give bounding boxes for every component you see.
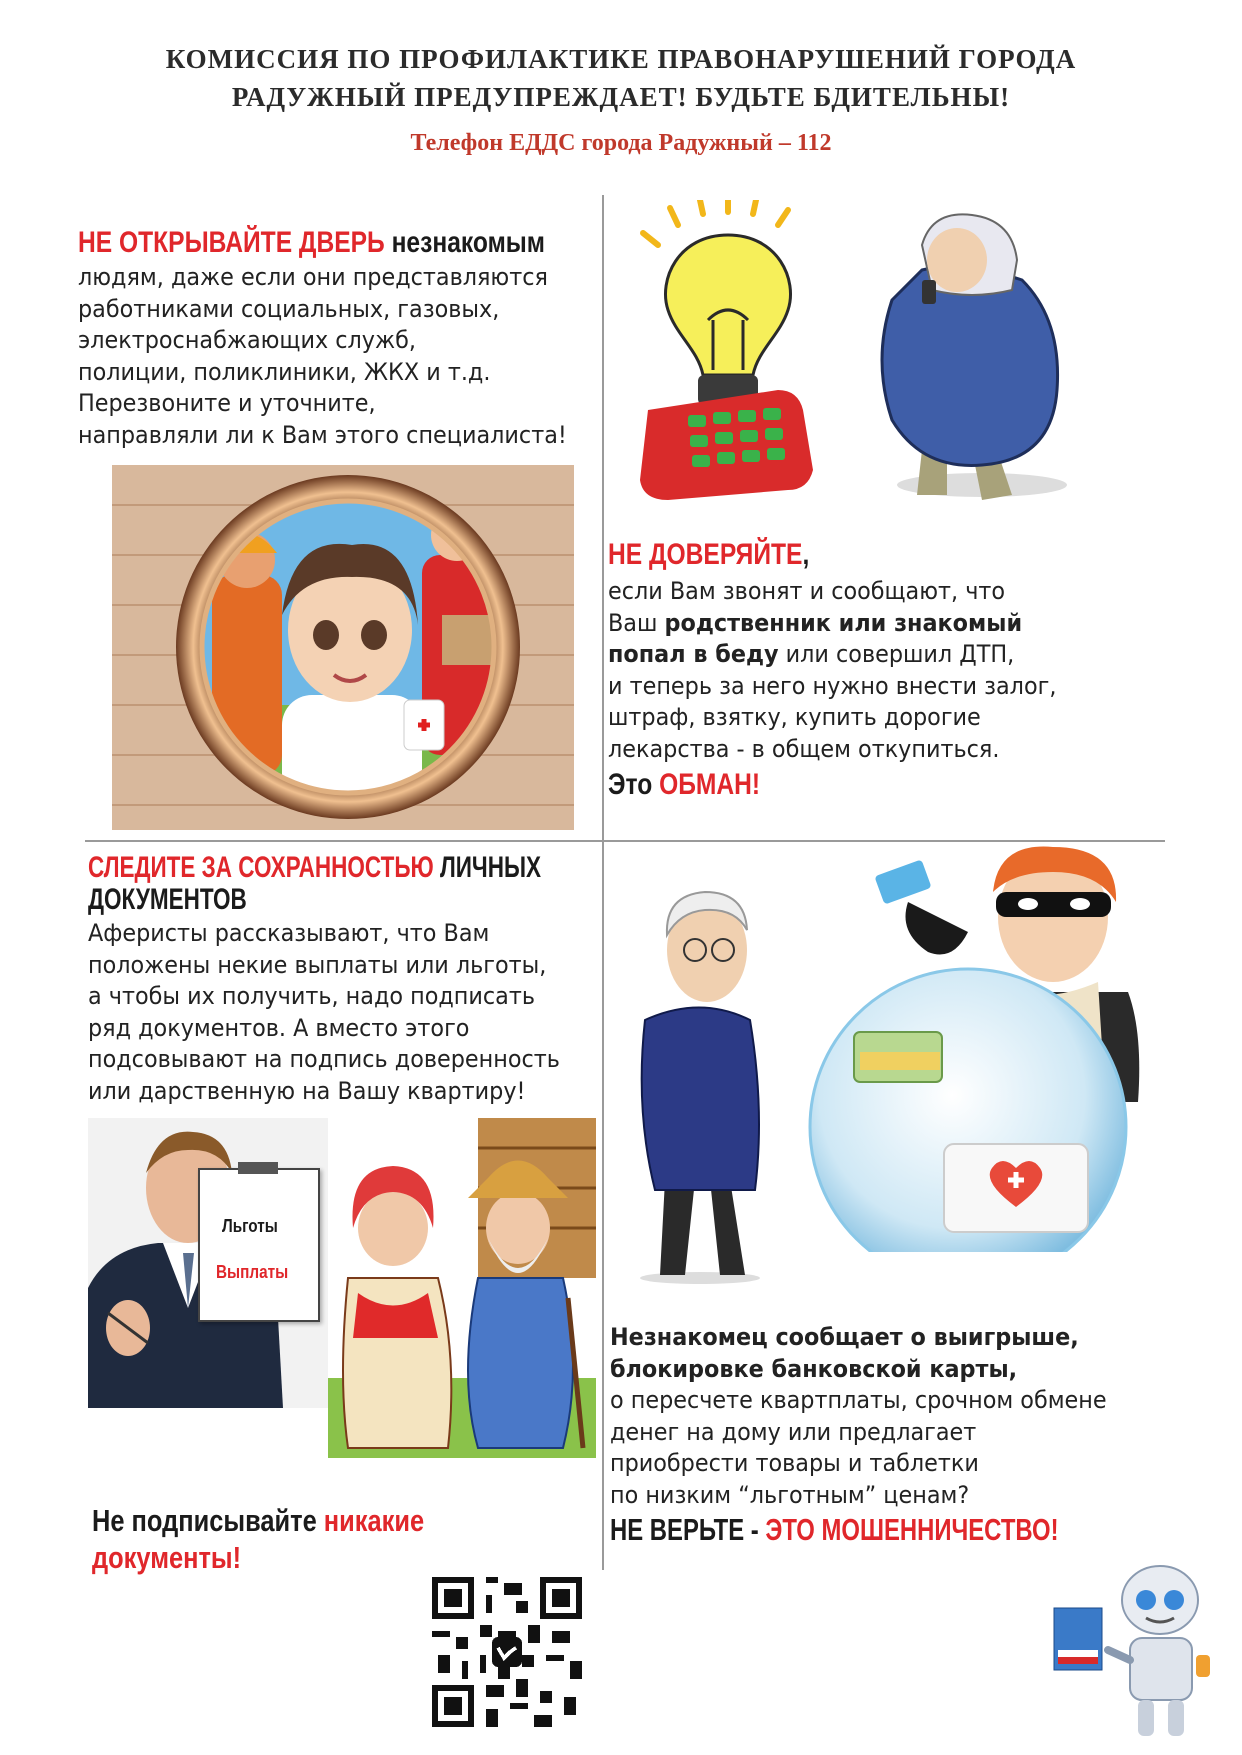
robot-mascot-illustration xyxy=(1048,1560,1213,1745)
clipboard xyxy=(198,1168,320,1322)
peephole-illustration xyxy=(112,465,574,830)
block3-conclusion: Не подписывайте никакие документы! xyxy=(92,1503,425,1575)
scammer-illustration xyxy=(798,842,1178,1252)
block3-text xyxy=(88,852,608,1107)
mask-icon xyxy=(996,892,1111,917)
clipboard-payments-label: Выплаты xyxy=(216,1262,289,1282)
phone-icon xyxy=(640,390,813,500)
block2-conclusion: Это ОБМАН! xyxy=(608,768,761,801)
old-couple-illustration xyxy=(328,1118,596,1458)
block4-body: Незнакомец сообщает о выигрыше, блокировке банковской карты, о пересчете квартплаты, срочном обмене денег на дому или предлагает приобрести товары и таблетки по низким “льготным” ценам? xyxy=(610,1323,1107,1509)
header-line-2: РАДУЖНЫЙ ПРЕДУПРЕЖДАЕТ! БУДЬТЕ БДИТЕЛЬНЫ! xyxy=(231,82,1011,112)
lightbulb-icon xyxy=(666,235,791,375)
bank-card-icon xyxy=(874,859,931,904)
block1-body: людям, даже если они представляются работниками социальных, газовых, электроснабжающих служб, полиции, поликлиники, ЖКХ и т.д. Перезвоните и уточните, направляли ли к Вам этого специалиста! xyxy=(78,263,567,449)
sweater xyxy=(642,1008,759,1191)
block4-text xyxy=(610,1322,1170,1549)
block3-body: Аферисты рассказывают, что Вам положены некие выплаты или льготы, а чтобы их получить, надо подписать ряд документов. А вместо этого подсовывают на подпись доверенность или дарственную на Вашу квартиру! xyxy=(88,919,560,1105)
header-phone: Телефон ЕДДС города Радужный – 112 xyxy=(410,130,832,156)
mobile-phone-icon xyxy=(922,280,936,304)
block3-title: СЛЕДИТЕ ЗА СОХРАННОСТЬЮ ЛИЧНЫХ ДОКУМЕНТОВ xyxy=(88,851,542,916)
clipboard-clip xyxy=(238,1162,278,1174)
robot-head xyxy=(1122,1566,1198,1634)
old-woman-body xyxy=(882,267,1058,466)
clipboard-benefits-label: Льготы xyxy=(222,1216,278,1236)
vk-logo-icon xyxy=(492,1637,522,1667)
block2-body: если Вам звонят и сообщают, что Ваш родственник или знакомый попал в беду или совершил ДТП, и теперь за него нужно внести залог, штраф, взятку, купить дорогие лекарства - в общем откупиться. xyxy=(608,577,1057,763)
qr-code[interactable] xyxy=(432,1577,582,1727)
old-woman-on-phone-illustration xyxy=(862,210,1067,505)
block2-text xyxy=(608,538,1128,803)
block1-text xyxy=(78,226,598,451)
old-man-illustration xyxy=(625,880,795,1285)
block2-title: НЕ ДОВЕРЯЙТЕ, xyxy=(608,538,810,571)
grandpa-figure xyxy=(468,1278,573,1448)
block1-title: НЕ ОТКРЫВАЙТЕ ДВЕРЬ незнакомым xyxy=(78,226,545,259)
bulb-phone-illustration xyxy=(628,200,838,500)
header-title xyxy=(0,40,1242,116)
header-line-1: КОМИССИЯ ПО ПРОФИЛАКТИКЕ ПРАВОНАРУШЕНИЙ ГОРОДА xyxy=(165,44,1077,74)
block4-conclusion: НЕ ВЕРЬТЕ - ЭТО МОШЕННИЧЕСТВО! xyxy=(610,1512,1059,1547)
